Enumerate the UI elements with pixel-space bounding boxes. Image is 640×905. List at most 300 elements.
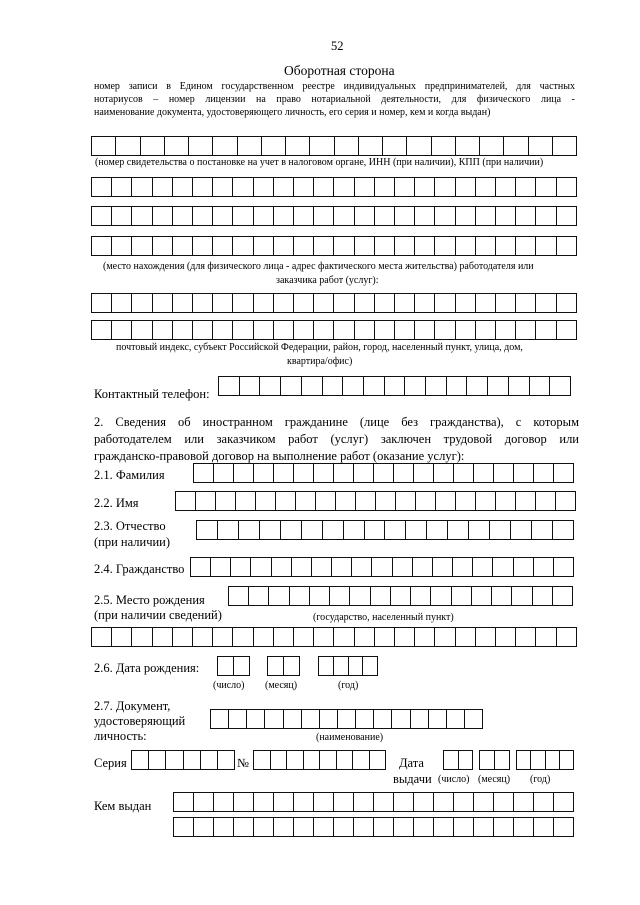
number-boxes-cell[interactable] [254,750,271,770]
birthplace-boxes-row-1-cell[interactable] [269,586,289,606]
name-boxes-cell[interactable] [236,491,256,511]
document-name-boxes-cell[interactable] [265,709,283,729]
citizenship-boxes-cell[interactable] [211,557,231,577]
contact-phone-boxes-cell[interactable] [530,376,551,396]
postal-boxes-row-1-cell[interactable] [395,293,415,313]
location-boxes-row-3-cell[interactable] [375,236,395,256]
location-boxes-row-3-cell[interactable] [153,236,173,256]
postal-boxes-row-2-cell[interactable] [355,320,375,340]
location-boxes-row-1-cell[interactable] [132,177,152,197]
birthplace-boxes-row-1-cell[interactable] [533,586,553,606]
postal-boxes-row-1-cell[interactable] [476,293,496,313]
postal-boxes-row-2-cell[interactable] [516,320,536,340]
postal-boxes-row-1-cell[interactable] [314,293,334,313]
postal-boxes-row-1-cell[interactable] [355,293,375,313]
document-name-boxes-cell[interactable] [356,709,374,729]
location-boxes-row-1-cell[interactable] [153,177,173,197]
contact-phone-boxes-cell[interactable] [550,376,571,396]
document-name-boxes-cell[interactable] [247,709,265,729]
patronymic-boxes-cell[interactable] [197,520,218,540]
issued-by-boxes-row-2[interactable] [173,817,574,837]
issue-day-boxes-cell[interactable] [459,750,474,770]
inn-boxes-cell[interactable] [383,136,407,156]
postal-boxes-row-1-cell[interactable] [112,293,132,313]
issued-by-boxes-row-1-cell[interactable] [394,792,414,812]
inn-boxes-cell[interactable] [262,136,286,156]
issued-by-boxes-row-2-cell[interactable] [514,817,534,837]
series-boxes-cell[interactable] [218,750,235,770]
birthplace-boxes-row-1-cell[interactable] [391,586,411,606]
patronymic-boxes-cell[interactable] [448,520,469,540]
document-name-boxes-cell[interactable] [229,709,247,729]
citizenship-boxes-cell[interactable] [393,557,413,577]
number-boxes-cell[interactable] [287,750,304,770]
location-boxes-row-1-cell[interactable] [254,177,274,197]
issue-year-boxes-cell[interactable] [546,750,560,770]
number-boxes-cell[interactable] [337,750,354,770]
citizenship-boxes-cell[interactable] [554,557,574,577]
issued-by-boxes-row-2-cell[interactable] [314,817,334,837]
issued-by-boxes-row-1-cell[interactable] [294,792,314,812]
surname-boxes-cell[interactable] [254,463,274,483]
citizenship-boxes-cell[interactable] [372,557,392,577]
birthplace-boxes-row-1-cell[interactable] [290,586,310,606]
birthplace-boxes-row-1-cell[interactable] [431,586,451,606]
birthplace-boxes-row-2-cell[interactable] [476,627,496,647]
location-boxes-row-1-cell[interactable] [375,177,395,197]
birthdate-month-boxes-cell[interactable] [284,656,300,676]
issued-by-boxes-row-2-cell[interactable] [234,817,254,837]
birthplace-boxes-row-2-cell[interactable] [516,627,536,647]
location-boxes-row-1-cell[interactable] [557,177,577,197]
inn-boxes-cell[interactable] [553,136,577,156]
series-boxes-cell[interactable] [201,750,218,770]
name-boxes-cell[interactable] [296,491,316,511]
birthplace-boxes-row-2[interactable] [91,627,577,647]
issued-by-boxes-row-1-cell[interactable] [274,792,294,812]
postal-boxes-row-1[interactable] [91,293,577,313]
name-boxes-cell[interactable] [456,491,476,511]
document-name-boxes-cell[interactable] [338,709,356,729]
document-name-boxes-cell[interactable] [447,709,465,729]
postal-boxes-row-2-cell[interactable] [132,320,152,340]
document-name-boxes-cell[interactable] [211,709,229,729]
postal-boxes-row-1-cell[interactable] [536,293,556,313]
issued-by-boxes-row-1-cell[interactable] [434,792,454,812]
issued-by-boxes-row-1-cell[interactable] [254,792,274,812]
inn-boxes-cell[interactable] [213,136,237,156]
postal-boxes-row-1-cell[interactable] [557,293,577,313]
birthplace-boxes-row-2-cell[interactable] [294,627,314,647]
location-boxes-row-3-cell[interactable] [233,236,253,256]
location-boxes-row-2-cell[interactable] [213,206,233,226]
series-boxes[interactable] [131,750,235,770]
postal-boxes-row-1-cell[interactable] [375,293,395,313]
surname-boxes-cell[interactable] [274,463,294,483]
series-boxes-cell[interactable] [132,750,149,770]
surname-boxes-cell[interactable] [414,463,434,483]
name-boxes-cell[interactable] [256,491,276,511]
postal-boxes-row-1-cell[interactable] [193,293,213,313]
birthplace-boxes-row-2-cell[interactable] [92,627,112,647]
name-boxes-cell[interactable] [396,491,416,511]
location-boxes-row-2-cell[interactable] [92,206,112,226]
citizenship-boxes-cell[interactable] [191,557,211,577]
issued-by-boxes-row-1-cell[interactable] [334,792,354,812]
location-boxes-row-2-cell[interactable] [435,206,455,226]
inn-boxes-cell[interactable] [116,136,140,156]
issued-by-boxes-row-2-cell[interactable] [394,817,414,837]
issued-by-boxes-row-1-cell[interactable] [314,792,334,812]
postal-boxes-row-1-cell[interactable] [456,293,476,313]
issue-year-boxes-cell[interactable] [560,750,574,770]
contact-phone-boxes-cell[interactable] [260,376,281,396]
birthplace-boxes-row-1-cell[interactable] [452,586,472,606]
issued-by-boxes-row-2-cell[interactable] [534,817,554,837]
surname-boxes-cell[interactable] [554,463,574,483]
issue-month-boxes-cell[interactable] [495,750,510,770]
postal-boxes-row-1-cell[interactable] [294,293,314,313]
inn-boxes-cell[interactable] [92,136,116,156]
birthplace-boxes-row-1-cell[interactable] [492,586,512,606]
issued-by-boxes-row-1-cell[interactable] [474,792,494,812]
location-boxes-row-1-cell[interactable] [173,177,193,197]
postal-boxes-row-1-cell[interactable] [254,293,274,313]
name-boxes-cell[interactable] [196,491,216,511]
postal-boxes-row-2-cell[interactable] [274,320,294,340]
number-boxes-cell[interactable] [304,750,321,770]
contact-phone-boxes-cell[interactable] [323,376,344,396]
postal-boxes-row-2-cell[interactable] [456,320,476,340]
birthdate-year-boxes-cell[interactable] [349,656,364,676]
postal-boxes-row-1-cell[interactable] [233,293,253,313]
location-boxes-row-3-cell[interactable] [254,236,274,256]
name-boxes-cell[interactable] [496,491,516,511]
number-boxes-cell[interactable] [370,750,387,770]
location-boxes-row-1-cell[interactable] [435,177,455,197]
location-boxes-row-2-cell[interactable] [496,206,516,226]
name-boxes-cell[interactable] [536,491,556,511]
patronymic-boxes-cell[interactable] [218,520,239,540]
postal-boxes-row-1-cell[interactable] [173,293,193,313]
issued-by-boxes-row-1-cell[interactable] [374,792,394,812]
document-name-boxes-cell[interactable] [429,709,447,729]
contact-phone-boxes[interactable] [218,376,571,396]
surname-boxes-cell[interactable] [434,463,454,483]
postal-boxes-row-2-cell[interactable] [435,320,455,340]
location-boxes-row-1-cell[interactable] [274,177,294,197]
inn-boxes-cell[interactable] [407,136,431,156]
location-boxes-row-3-cell[interactable] [516,236,536,256]
location-boxes-row-1-cell[interactable] [516,177,536,197]
postal-boxes-row-1-cell[interactable] [153,293,173,313]
postal-boxes-row-2-cell[interactable] [153,320,173,340]
birthplace-boxes-row-2-cell[interactable] [233,627,253,647]
surname-boxes-cell[interactable] [474,463,494,483]
location-boxes-row-3-cell[interactable] [476,236,496,256]
location-boxes-row-2-cell[interactable] [536,206,556,226]
citizenship-boxes-cell[interactable] [514,557,534,577]
surname-boxes-cell[interactable] [374,463,394,483]
contact-phone-boxes-cell[interactable] [385,376,406,396]
location-boxes-row-1-cell[interactable] [395,177,415,197]
birthplace-boxes-row-2-cell[interactable] [173,627,193,647]
postal-boxes-row-2-cell[interactable] [193,320,213,340]
birthdate-month-boxes-cell[interactable] [268,656,284,676]
issued-by-boxes-row-2-cell[interactable] [414,817,434,837]
document-name-boxes-cell[interactable] [302,709,320,729]
inn-boxes[interactable] [91,136,577,156]
document-name-boxes-cell[interactable] [374,709,392,729]
birthplace-boxes-row-2-cell[interactable] [355,627,375,647]
birthplace-boxes-row-2-cell[interactable] [536,627,556,647]
citizenship-boxes-cell[interactable] [493,557,513,577]
surname-boxes-cell[interactable] [454,463,474,483]
birthplace-boxes-row-1-cell[interactable] [371,586,391,606]
location-boxes-row-1-cell[interactable] [476,177,496,197]
postal-boxes-row-2-cell[interactable] [294,320,314,340]
inn-boxes-cell[interactable] [456,136,480,156]
location-boxes-row-3-cell[interactable] [274,236,294,256]
contact-phone-boxes-cell[interactable] [488,376,509,396]
surname-boxes-cell[interactable] [314,463,334,483]
citizenship-boxes-cell[interactable] [473,557,493,577]
location-boxes-row-1[interactable] [91,177,577,197]
birthplace-boxes-row-2-cell[interactable] [132,627,152,647]
issued-by-boxes-row-2-cell[interactable] [474,817,494,837]
issued-by-boxes-row-2-cell[interactable] [254,817,274,837]
surname-boxes-cell[interactable] [534,463,554,483]
birthdate-day-boxes[interactable] [217,656,250,676]
patronymic-boxes-cell[interactable] [260,520,281,540]
citizenship-boxes-cell[interactable] [413,557,433,577]
birthplace-boxes-row-2-cell[interactable] [112,627,132,647]
document-name-boxes-cell[interactable] [411,709,429,729]
location-boxes-row-3-cell[interactable] [173,236,193,256]
issued-by-boxes-row-1-cell[interactable] [414,792,434,812]
name-boxes-cell[interactable] [316,491,336,511]
issue-month-boxes[interactable] [479,750,510,770]
location-boxes-row-3[interactable] [91,236,577,256]
surname-boxes-cell[interactable] [394,463,414,483]
location-boxes-row-1-cell[interactable] [92,177,112,197]
location-boxes-row-3-cell[interactable] [557,236,577,256]
postal-boxes-row-2-cell[interactable] [233,320,253,340]
patronymic-boxes-cell[interactable] [469,520,490,540]
inn-boxes-cell[interactable] [189,136,213,156]
document-name-boxes-cell[interactable] [284,709,302,729]
citizenship-boxes-cell[interactable] [231,557,251,577]
postal-boxes-row-1-cell[interactable] [92,293,112,313]
location-boxes-row-3-cell[interactable] [395,236,415,256]
postal-boxes-row-1-cell[interactable] [415,293,435,313]
birthplace-boxes-row-1-cell[interactable] [553,586,573,606]
birthplace-boxes-row-1-cell[interactable] [310,586,330,606]
postal-boxes-row-2-cell[interactable] [173,320,193,340]
patronymic-boxes-cell[interactable] [385,520,406,540]
location-boxes-row-2-cell[interactable] [254,206,274,226]
location-boxes-row-3-cell[interactable] [415,236,435,256]
inn-boxes-cell[interactable] [141,136,165,156]
postal-boxes-row-2-cell[interactable] [92,320,112,340]
issue-year-boxes-cell[interactable] [517,750,531,770]
location-boxes-row-2-cell[interactable] [153,206,173,226]
number-boxes[interactable] [253,750,386,770]
issued-by-boxes-row-2-cell[interactable] [354,817,374,837]
patronymic-boxes-cell[interactable] [406,520,427,540]
postal-boxes-row-1-cell[interactable] [496,293,516,313]
contact-phone-boxes-cell[interactable] [405,376,426,396]
location-boxes-row-1-cell[interactable] [415,177,435,197]
birthplace-boxes-row-2-cell[interactable] [375,627,395,647]
series-boxes-cell[interactable] [149,750,166,770]
surname-boxes-cell[interactable] [234,463,254,483]
issued-by-boxes-row-1-cell[interactable] [214,792,234,812]
patronymic-boxes-cell[interactable] [344,520,365,540]
issued-by-boxes-row-1-cell[interactable] [554,792,574,812]
location-boxes-row-3-cell[interactable] [496,236,516,256]
name-boxes-cell[interactable] [276,491,296,511]
location-boxes-row-3-cell[interactable] [314,236,334,256]
postal-boxes-row-1-cell[interactable] [516,293,536,313]
document-name-boxes-cell[interactable] [320,709,338,729]
birthplace-boxes-row-1-cell[interactable] [350,586,370,606]
postal-boxes-row-2-cell[interactable] [213,320,233,340]
location-boxes-row-3-cell[interactable] [92,236,112,256]
surname-boxes-cell[interactable] [194,463,214,483]
birthplace-boxes-row-2-cell[interactable] [395,627,415,647]
birthplace-boxes-row-1-cell[interactable] [249,586,269,606]
patronymic-boxes-cell[interactable] [553,520,574,540]
citizenship-boxes-cell[interactable] [272,557,292,577]
contact-phone-boxes-cell[interactable] [240,376,261,396]
contact-phone-boxes-cell[interactable] [447,376,468,396]
location-boxes-row-2[interactable] [91,206,577,226]
birthplace-boxes-row-2-cell[interactable] [435,627,455,647]
patronymic-boxes-cell[interactable] [511,520,532,540]
inn-boxes-cell[interactable] [286,136,310,156]
location-boxes-row-2-cell[interactable] [294,206,314,226]
location-boxes-row-2-cell[interactable] [395,206,415,226]
birthdate-day-boxes-cell[interactable] [234,656,250,676]
issued-by-boxes-row-1-cell[interactable] [514,792,534,812]
patronymic-boxes-cell[interactable] [365,520,386,540]
inn-boxes-cell[interactable] [238,136,262,156]
name-boxes-cell[interactable] [436,491,456,511]
location-boxes-row-3-cell[interactable] [193,236,213,256]
patronymic-boxes[interactable] [196,520,574,540]
location-boxes-row-2-cell[interactable] [415,206,435,226]
surname-boxes-cell[interactable] [354,463,374,483]
issued-by-boxes-row-1-cell[interactable] [494,792,514,812]
number-boxes-cell[interactable] [271,750,288,770]
birthplace-boxes-row-1-cell[interactable] [512,586,532,606]
issue-day-boxes-cell[interactable] [444,750,459,770]
location-boxes-row-2-cell[interactable] [314,206,334,226]
location-boxes-row-2-cell[interactable] [375,206,395,226]
location-boxes-row-3-cell[interactable] [536,236,556,256]
birthplace-boxes-row-2-cell[interactable] [557,627,577,647]
location-boxes-row-2-cell[interactable] [355,206,375,226]
citizenship-boxes-cell[interactable] [453,557,473,577]
issued-by-boxes-row-2-cell[interactable] [214,817,234,837]
surname-boxes-cell[interactable] [334,463,354,483]
citizenship-boxes[interactable] [190,557,574,577]
postal-boxes-row-1-cell[interactable] [132,293,152,313]
birthplace-boxes-row-1-cell[interactable] [472,586,492,606]
patronymic-boxes-cell[interactable] [281,520,302,540]
citizenship-boxes-cell[interactable] [433,557,453,577]
location-boxes-row-3-cell[interactable] [355,236,375,256]
location-boxes-row-2-cell[interactable] [274,206,294,226]
document-name-boxes[interactable] [210,709,483,729]
surname-boxes-cell[interactable] [494,463,514,483]
patronymic-boxes-cell[interactable] [427,520,448,540]
patronymic-boxes-cell[interactable] [323,520,344,540]
location-boxes-row-3-cell[interactable] [334,236,354,256]
citizenship-boxes-cell[interactable] [292,557,312,577]
location-boxes-row-1-cell[interactable] [233,177,253,197]
issued-by-boxes-row-2-cell[interactable] [374,817,394,837]
birthdate-year-boxes-cell[interactable] [363,656,378,676]
birthplace-boxes-row-2-cell[interactable] [415,627,435,647]
location-boxes-row-2-cell[interactable] [112,206,132,226]
issued-by-boxes-row-2-cell[interactable] [434,817,454,837]
issued-by-boxes-row-2-cell[interactable] [554,817,574,837]
issue-month-boxes-cell[interactable] [480,750,495,770]
citizenship-boxes-cell[interactable] [312,557,332,577]
document-name-boxes-cell[interactable] [392,709,410,729]
birthplace-boxes-row-1[interactable] [228,586,573,606]
patronymic-boxes-cell[interactable] [302,520,323,540]
postal-boxes-row-2[interactable] [91,320,577,340]
patronymic-boxes-cell[interactable] [490,520,511,540]
location-boxes-row-1-cell[interactable] [112,177,132,197]
postal-boxes-row-2-cell[interactable] [375,320,395,340]
postal-boxes-row-2-cell[interactable] [395,320,415,340]
location-boxes-row-3-cell[interactable] [213,236,233,256]
postal-boxes-row-2-cell[interactable] [557,320,577,340]
location-boxes-row-2-cell[interactable] [476,206,496,226]
number-boxes-cell[interactable] [320,750,337,770]
location-boxes-row-1-cell[interactable] [536,177,556,197]
location-boxes-row-1-cell[interactable] [456,177,476,197]
inn-boxes-cell[interactable] [529,136,553,156]
contact-phone-boxes-cell[interactable] [426,376,447,396]
patronymic-boxes-cell[interactable] [532,520,553,540]
birthplace-boxes-row-1-cell[interactable] [330,586,350,606]
postal-boxes-row-1-cell[interactable] [334,293,354,313]
surname-boxes[interactable] [193,463,574,483]
inn-boxes-cell[interactable] [335,136,359,156]
birthdate-year-boxes-cell[interactable] [319,656,334,676]
contact-phone-boxes-cell[interactable] [219,376,240,396]
surname-boxes-cell[interactable] [514,463,534,483]
inn-boxes-cell[interactable] [504,136,528,156]
surname-boxes-cell[interactable] [214,463,234,483]
contact-phone-boxes-cell[interactable] [364,376,385,396]
citizenship-boxes-cell[interactable] [534,557,554,577]
location-boxes-row-2-cell[interactable] [173,206,193,226]
location-boxes-row-2-cell[interactable] [456,206,476,226]
location-boxes-row-2-cell[interactable] [193,206,213,226]
document-name-boxes-cell[interactable] [465,709,483,729]
birthplace-boxes-row-2-cell[interactable] [193,627,213,647]
location-boxes-row-2-cell[interactable] [557,206,577,226]
inn-boxes-cell[interactable] [165,136,189,156]
series-boxes-cell[interactable] [184,750,201,770]
birthplace-boxes-row-1-cell[interactable] [229,586,249,606]
